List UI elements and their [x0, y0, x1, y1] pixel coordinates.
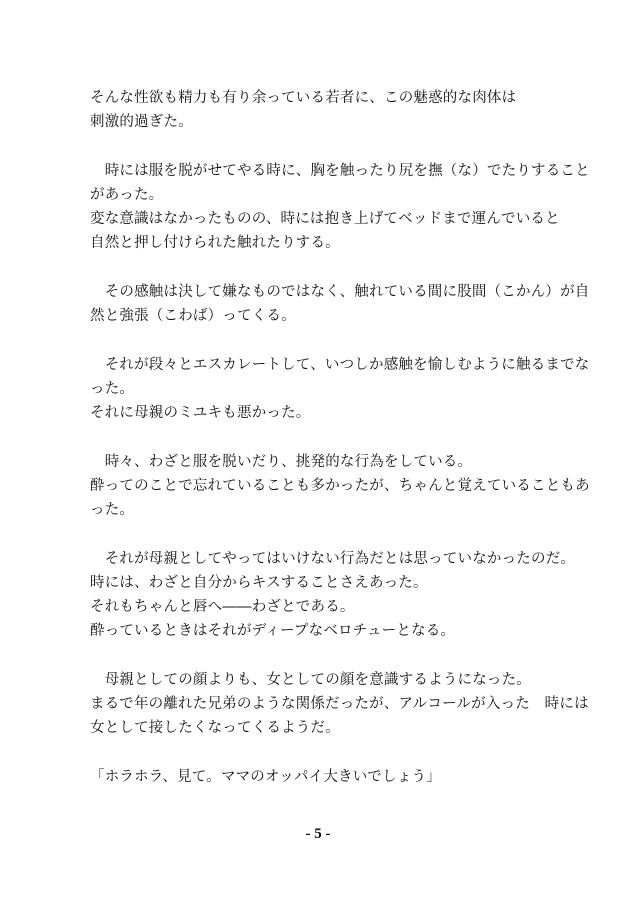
text-line: 刺激的過ぎた。: [90, 114, 193, 130]
dialogue-line: 「ホラホラ、見て。ママのオッパイ大きいでしょう」: [90, 769, 441, 785]
paragraph-2: [90, 159, 590, 255]
paragraph-7: [90, 668, 589, 740]
text-line: まるで年の離れた兄弟のような関係だったが、アルコールが入った 時には: [90, 696, 589, 712]
text-line: 自然と押し付けられた触れたりする。: [90, 235, 340, 251]
text-line: 時々、わざと服を脱いだり、挑発的な行為をしている。: [90, 454, 473, 470]
text-line: 女として接したくなってくるようだ。: [90, 720, 340, 736]
text-line: それもちゃんと唇へ――わざとである。: [90, 599, 355, 615]
text-line: った。: [90, 502, 135, 518]
text-line: があった。: [90, 187, 164, 203]
text-line: それが段々とエスカレートして、いつしか感触を愉しむように触るまでな: [90, 357, 590, 373]
text-line: 時には、わざと自分からキスすることさえあった。: [90, 575, 428, 591]
text-line: 時には服を脱がせてやる時に、胸を触ったり尻を撫（な）でたりすること: [90, 163, 590, 179]
page-number: - 5 -: [305, 826, 331, 842]
paragraph-6: [90, 547, 576, 643]
paragraph-5: [90, 450, 590, 522]
text-line: った。: [90, 381, 135, 397]
text-line: 母親としての顔よりも、女としての顔を意識するようになった。: [90, 672, 531, 688]
text-line: 酔ってのことで忘れていることも多かったが、ちゃんと覚えていることもあ: [90, 478, 590, 494]
text-line: 変な意識はなかったものの、時には抱き上げてベッドまで運んでいると: [90, 211, 560, 227]
text-line: 然と強張（こわば）ってくる。: [90, 308, 296, 324]
body-text: [90, 86, 590, 814]
text-line: それに母親のミユキも悪かった。: [90, 405, 311, 421]
text-line: それが母親としてやってはいけない行為だとは思っていなかったのだ。: [90, 551, 576, 567]
text-line: その感触は決して嫌なものではなく、触れている間に股間（こかん）が自: [90, 284, 590, 300]
text-line: 酔っているときはそれがディープなベロチューとなる。: [90, 623, 456, 639]
paragraph-8-dialogue: [90, 765, 560, 789]
paragraph-1: [90, 86, 560, 134]
text-line: そんな性欲も精力も有り余っている若者に、この魅惑的な肉体は: [90, 90, 517, 106]
paragraph-4: [90, 353, 590, 425]
paragraph-3: [90, 280, 590, 328]
